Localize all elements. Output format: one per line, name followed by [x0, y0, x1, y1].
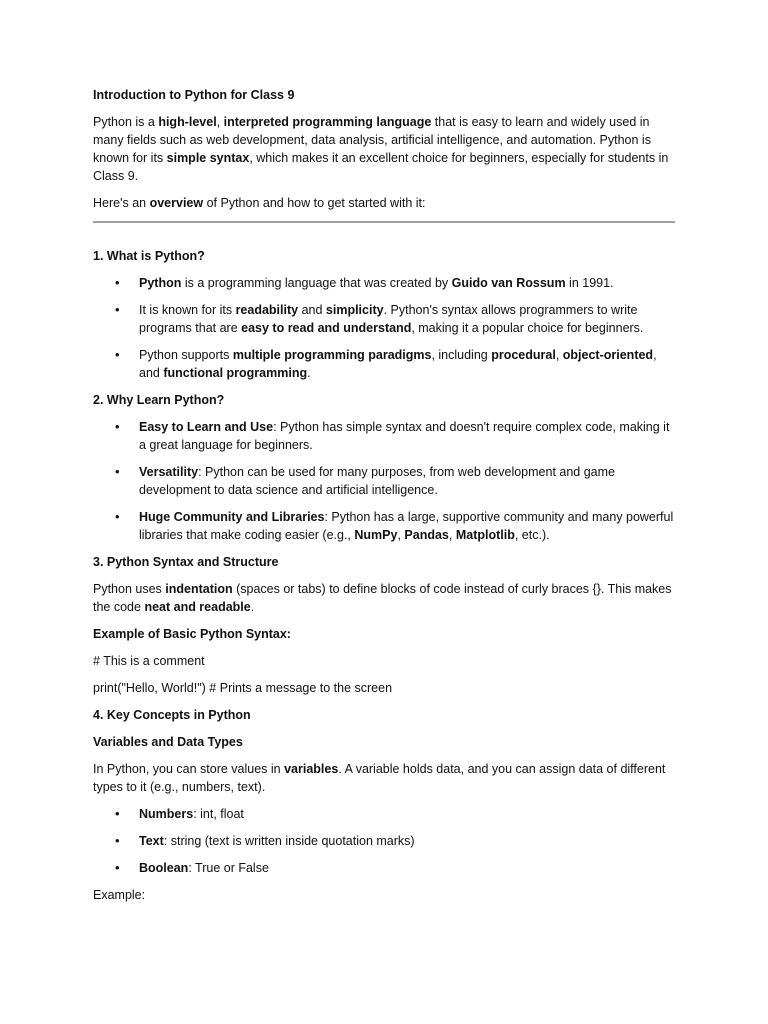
section-heading-syntax: 3. Python Syntax and Structure	[93, 555, 279, 569]
bold-run: Pandas	[404, 528, 449, 542]
section-heading-what-is-python: 1. What is Python?	[93, 249, 205, 263]
bold-run: readability	[235, 303, 299, 317]
bold-run: variables	[284, 762, 339, 776]
overview-paragraph: Here's an overview of Python and how to get started with it:	[93, 196, 426, 210]
example-label: Example:	[93, 888, 146, 902]
bold-run: Easy to Learn and Use	[139, 420, 274, 434]
bold-run: functional programming	[163, 366, 308, 380]
bold-run: object-oriented	[562, 348, 654, 362]
bold-run: Matplotlib	[455, 528, 515, 542]
bold-run: simple syntax	[166, 151, 250, 165]
bold-run: high-level	[158, 115, 217, 129]
bold-run: Numbers	[139, 807, 194, 821]
list-item: • Numbers: int, float	[139, 805, 678, 823]
why-learn-python-list	[93, 418, 678, 544]
bold-run: Guido van Rossum	[451, 276, 566, 290]
bold-run: neat and readable	[144, 600, 251, 614]
sub-heading-variables: Variables and Data Types	[93, 735, 243, 749]
code-line-print: print("Hello, World!") # Prints a message to the screen	[93, 681, 393, 695]
bold-run: easy to read and understand	[241, 321, 412, 335]
code-line-comment: # This is a comment	[93, 654, 205, 668]
data-types-list	[93, 805, 678, 877]
section-heading-key-concepts: 4. Key Concepts in Python	[93, 708, 251, 722]
horizontal-divider	[93, 221, 675, 223]
variables-paragraph: In Python, you can store values in variables. A variable holds data, and you can assign data of different types to it (e.g., numbers, text).	[93, 762, 666, 794]
bold-run: Boolean	[139, 861, 189, 875]
bold-run: multiple programming paradigms	[232, 348, 432, 362]
document-title: Introduction to Python for Class 9	[93, 88, 295, 102]
list-item: • It is known for its readability and simplicity. Python's syntax allows programmers to write programs that are easy to read and understand, making it a popular choice for beginners.	[139, 301, 678, 337]
list-item: • Easy to Learn and Use: Python has simple syntax and doesn't require complex code, making it a great language for beginners.	[139, 418, 678, 454]
document-page	[93, 86, 678, 913]
bold-run: simplicity	[325, 303, 384, 317]
list-item: • Huge Community and Libraries: Python has a large, supportive community and many powerful libraries that make coding easier (e.g., NumPy, Pandas, Matplotlib, etc.).	[139, 508, 678, 544]
bold-run: Huge Community and Libraries	[139, 510, 325, 524]
intro-paragraph: Python is a high-level, interpreted programming language that is easy to learn and widely used in many fields such as web development, data analysis, artificial intelligence, and automation. Python is known for its simple syntax, which makes it an excellent choice for beginners, especially for students in Class 9.	[93, 115, 669, 183]
list-item: • Versatility: Python can be used for many purposes, from web development and game development to data science and artificial intelligence.	[139, 463, 678, 499]
bold-run: interpreted programming language	[223, 115, 432, 129]
list-item: • Boolean: True or False	[139, 859, 678, 877]
list-item: • Python is a programming language that was created by Guido van Rossum in 1991.	[139, 274, 678, 292]
bold-run: indentation	[165, 582, 233, 596]
list-item: • Text: string (text is written inside quotation marks)	[139, 832, 678, 850]
bold-run: Versatility	[139, 465, 199, 479]
syntax-paragraph: Python uses indentation (spaces or tabs) to define blocks of code instead of curly braces {}. This makes the code neat and readable.	[93, 582, 672, 614]
example-heading: Example of Basic Python Syntax:	[93, 627, 291, 641]
bold-run: procedural	[491, 348, 556, 362]
bold-run: overview	[149, 196, 204, 210]
what-is-python-list	[93, 274, 678, 382]
list-item: • Python supports multiple programming paradigms, including procedural, object-oriented, and functional programming.	[139, 346, 678, 382]
section-heading-why-learn-python: 2. Why Learn Python?	[93, 393, 225, 407]
bold-run: Text	[139, 834, 164, 848]
bold-run: Python	[139, 276, 182, 290]
bold-run: NumPy	[354, 528, 398, 542]
